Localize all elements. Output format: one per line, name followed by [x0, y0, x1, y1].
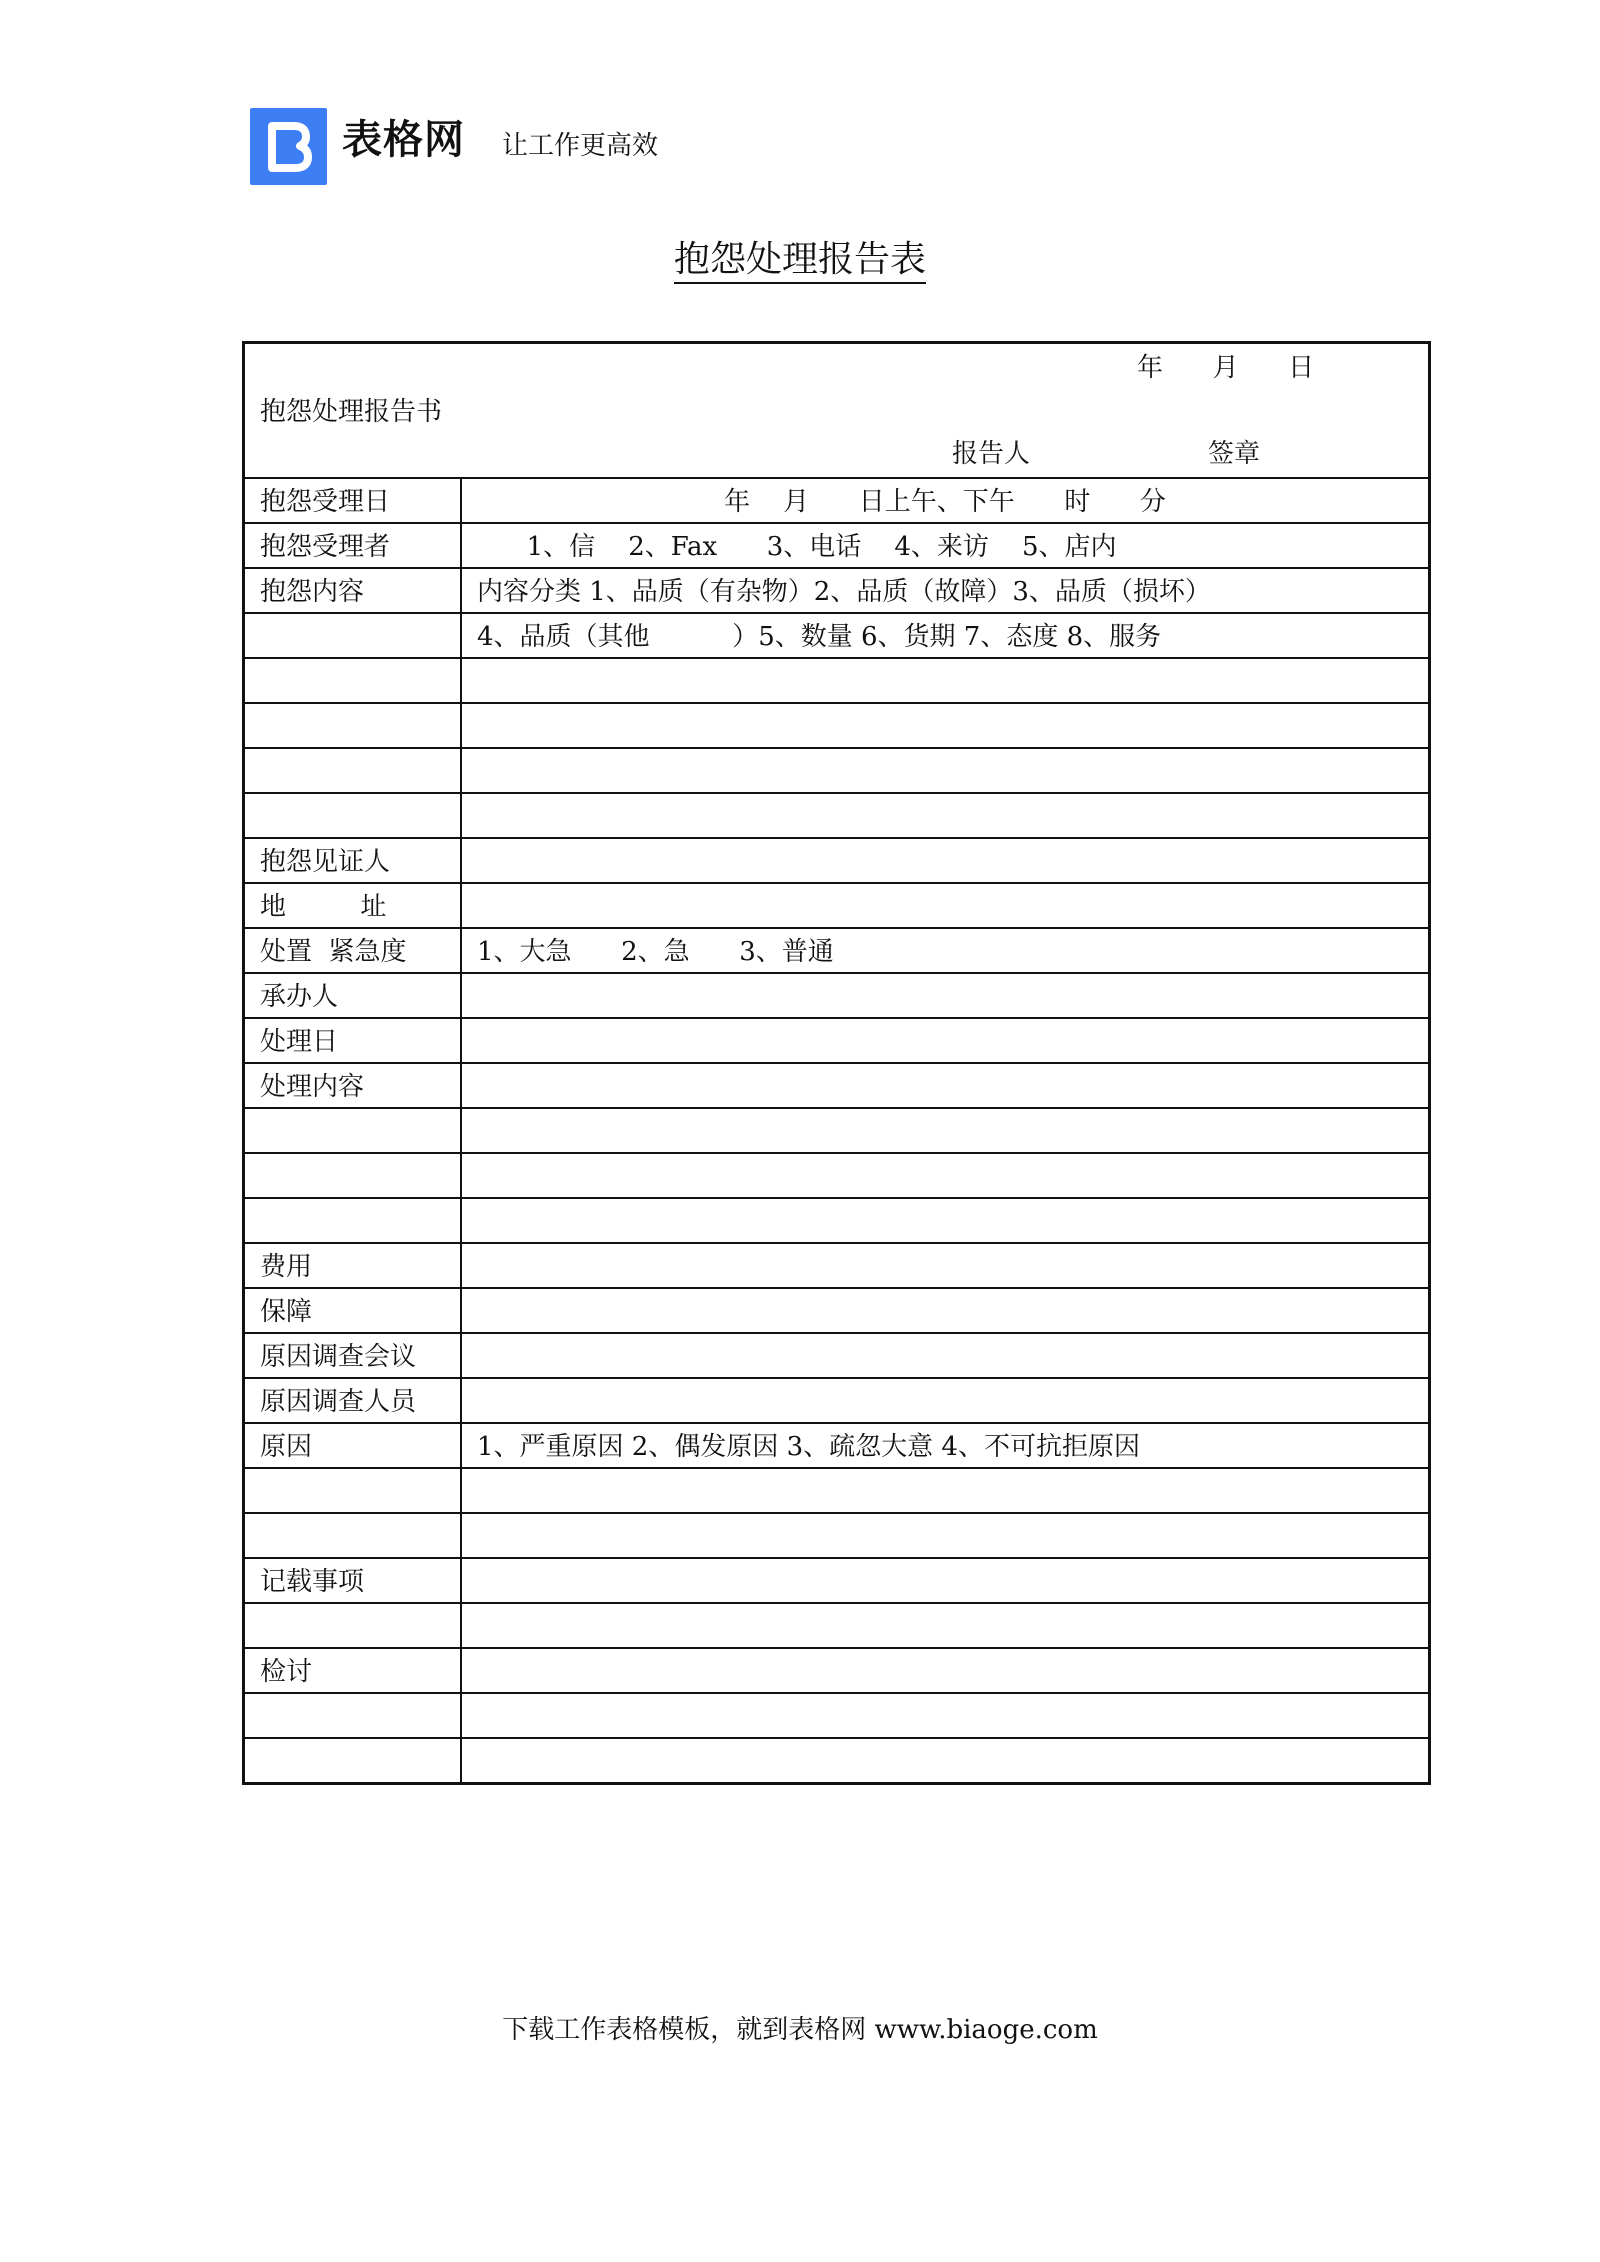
row-label — [245, 1199, 462, 1242]
table-row — [245, 1424, 1428, 1469]
table-row — [245, 1154, 1428, 1199]
row-value[interactable] — [462, 1064, 1428, 1107]
biaoge-logo-icon — [250, 108, 327, 185]
row-value[interactable] — [462, 1334, 1428, 1377]
table-row — [245, 1064, 1428, 1109]
table-row — [245, 1559, 1428, 1604]
row-value[interactable]: 1、大急 2、急 3、普通 — [477, 937, 834, 967]
table-row — [245, 1694, 1428, 1739]
table-row — [245, 659, 1428, 704]
row-value[interactable] — [462, 794, 1428, 837]
row-value[interactable]: 1、信 2、Fax 3、电话 4、来访 5、店内 — [477, 532, 1117, 562]
row-label — [245, 614, 462, 657]
page-title-text: 抱怨处理报告表 — [674, 239, 926, 284]
table-row — [245, 884, 1428, 929]
row-label: 记载事项 — [245, 1559, 462, 1602]
row-value[interactable] — [462, 1649, 1428, 1692]
row-value[interactable] — [462, 704, 1428, 747]
row-label — [245, 794, 462, 837]
row-label: 处理日 — [245, 1019, 462, 1062]
row-label: 处理内容 — [245, 1064, 462, 1107]
row-label: 抱怨见证人 — [245, 839, 462, 882]
row-value[interactable] — [462, 1739, 1428, 1782]
table-row — [245, 1334, 1428, 1379]
table-row — [245, 1199, 1428, 1244]
row-value[interactable] — [462, 1469, 1428, 1512]
row-label: 抱怨受理者 — [245, 524, 462, 567]
table-row — [245, 1244, 1428, 1289]
report-book-label: 抱怨处理报告书 — [260, 397, 443, 427]
row-label: 原因调查会议 — [245, 1334, 462, 1377]
row-value[interactable] — [462, 1379, 1428, 1422]
table-row — [245, 749, 1428, 794]
row-value[interactable] — [462, 1289, 1428, 1332]
row-label: 费用 — [245, 1244, 462, 1287]
table-row — [245, 479, 1428, 524]
row-label: 抱怨内容 — [245, 569, 462, 612]
row-label: 处置 紧急度 — [245, 929, 462, 972]
row-label — [245, 749, 462, 792]
row-label — [245, 1514, 462, 1557]
reporter-label: 报告人 — [952, 439, 1031, 469]
row-value[interactable] — [462, 839, 1428, 882]
table-row — [245, 794, 1428, 839]
table-row — [245, 524, 1428, 569]
table-row — [245, 1469, 1428, 1514]
table-row — [245, 1604, 1428, 1649]
row-label: 保障 — [245, 1289, 462, 1332]
row-value[interactable] — [462, 1154, 1428, 1197]
row-value[interactable] — [462, 974, 1428, 1017]
row-value[interactable]: 年 月 日上午、下午 时 分 — [724, 487, 1166, 517]
table-row — [245, 1019, 1428, 1064]
table-row — [245, 614, 1428, 659]
table-row — [245, 1379, 1428, 1424]
table-row — [245, 1649, 1428, 1694]
form-rows — [245, 479, 1428, 1782]
row-value[interactable] — [462, 884, 1428, 927]
table-row — [245, 974, 1428, 1019]
date-line: 年 月 日 — [1137, 353, 1315, 383]
row-value[interactable] — [462, 659, 1428, 702]
row-label: 检讨 — [245, 1649, 462, 1692]
row-value[interactable] — [462, 749, 1428, 792]
complaint-report-form — [242, 341, 1431, 1785]
table-row — [245, 929, 1428, 974]
row-label — [245, 1469, 462, 1512]
row-label — [245, 659, 462, 702]
row-label: 地 址 — [245, 884, 462, 927]
page-title — [0, 236, 1600, 284]
row-value[interactable] — [462, 1559, 1428, 1602]
row-label — [245, 1154, 462, 1197]
table-row — [245, 1739, 1428, 1782]
row-label — [245, 1694, 462, 1737]
brand-slogan: 让工作更高效 — [502, 131, 659, 161]
row-value[interactable] — [462, 1109, 1428, 1152]
row-value[interactable] — [462, 1199, 1428, 1242]
row-label — [245, 1739, 462, 1782]
row-value[interactable] — [462, 1694, 1428, 1737]
table-row — [245, 569, 1428, 614]
seal-label: 签章 — [1208, 439, 1261, 469]
table-row — [245, 704, 1428, 749]
row-label: 抱怨受理日 — [245, 479, 462, 522]
logo-mark — [250, 108, 327, 185]
footer-text: 下载工作表格模板，就到表格网 www.biaoge.com — [502, 2015, 1098, 2045]
row-value[interactable] — [462, 1514, 1428, 1557]
row-value[interactable]: 4、品质（其他 ）5、数量 6、货期 7、态度 8、服务 — [477, 622, 1162, 652]
row-label: 原因 — [245, 1424, 462, 1467]
table-row — [245, 839, 1428, 884]
row-value[interactable] — [462, 1604, 1428, 1647]
form-header — [245, 344, 1428, 479]
row-value[interactable] — [462, 1019, 1428, 1062]
row-label: 承办人 — [245, 974, 462, 1017]
table-row — [245, 1514, 1428, 1559]
row-label — [245, 704, 462, 747]
row-label — [245, 1109, 462, 1152]
table-row — [245, 1289, 1428, 1334]
row-value[interactable]: 1、严重原因 2、偶发原因 3、疏忽大意 4、不可抗拒原因 — [477, 1432, 1140, 1462]
row-label: 原因调查人员 — [245, 1379, 462, 1422]
row-value[interactable]: 内容分类 1、品质（有杂物）2、品质（故障）3、品质（损坏） — [477, 577, 1211, 607]
brand-name: 表格网 — [342, 117, 465, 163]
row-value[interactable] — [462, 1244, 1428, 1287]
table-row — [245, 1109, 1428, 1154]
row-label — [245, 1604, 462, 1647]
